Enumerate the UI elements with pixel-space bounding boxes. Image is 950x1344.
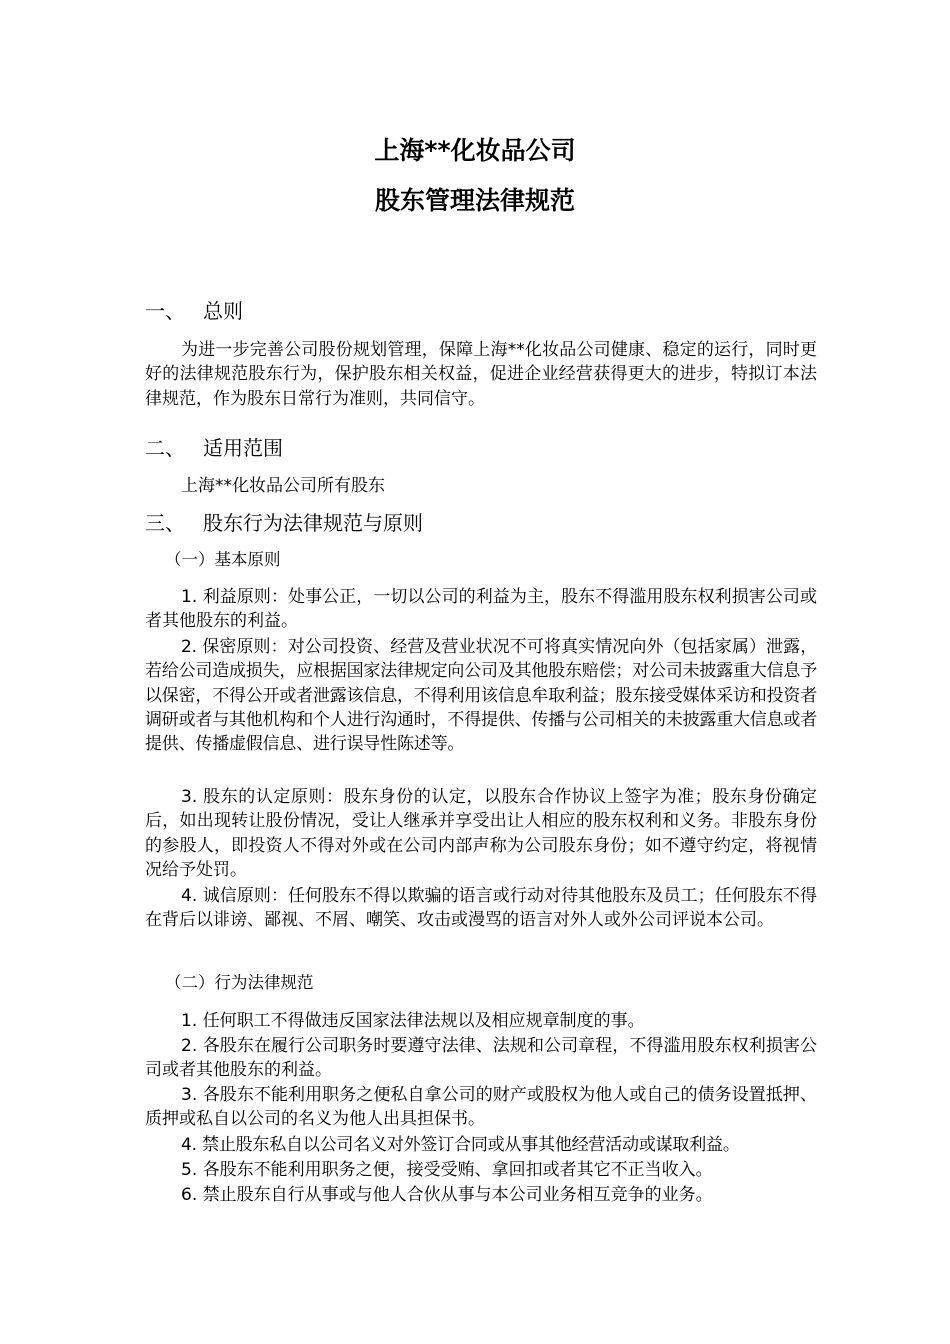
list-item: 2. 各股东在履行公司职务时要遵守法律、法规和公司章程，不得滥用股东权利损害公司或者其他股东的利益。 bbox=[145, 1036, 817, 1081]
section-title: 适用范围 bbox=[203, 436, 283, 460]
list-item: 5. 各股东不能利用职务之便，接受受贿、拿回扣或者其它不正当收入。 bbox=[181, 1160, 713, 1180]
document-subtitle: 股东管理法律规范 bbox=[374, 186, 575, 215]
list-item: 3. 各股东不能利用职务之便私自拿公司的财产或股权为他人或自己的债务设置抵押、质押或私自以公司的名义为他人出具担保书。 bbox=[145, 1085, 817, 1130]
section-number: 二、 bbox=[145, 436, 185, 460]
section-title: 股东行为法律规范与原则 bbox=[203, 511, 423, 535]
section-title: 总则 bbox=[203, 299, 243, 323]
list-item: 4. 诚信原则：任何股东不得以欺骗的语言或行动对待其他股东及员工；任何股东不得在背后以诽谤、鄙视、不屑、嘲笑、攻击或漫骂的语言对外人或外公司评说本公司。 bbox=[145, 886, 817, 931]
list-item: 6. 禁止股东自行从事或与他人合伙从事与本公司业务相互竞争的业务。 bbox=[181, 1185, 713, 1205]
section-heading-scope bbox=[145, 435, 283, 461]
section-number: 三、 bbox=[145, 511, 185, 535]
section-paragraph: 为进一步完善公司股份规划管理，保障上海**化妆品公司健康、稳定的运行，同时更好的法律规范股东行为，保护股东相关权益，促进企业经营获得更大的进步，特拟订本法律规范，作为股东日常行为准则，共同信守。 bbox=[145, 340, 817, 409]
subsection-heading-rules: （二）行为法律规范 bbox=[165, 973, 314, 992]
section-heading-general bbox=[145, 298, 243, 324]
list-item: 4. 禁止股东私自以公司名义对外签订合同或从事其他经营活动或谋取利益。 bbox=[181, 1135, 740, 1155]
section-number: 一、 bbox=[145, 299, 185, 323]
list-item: 2. 保密原则：对公司投资、经营及营业状况不可将真实情况向外（包括家属）泄露，若给公司造成损失，应根据国家法律规定向公司及其他股东赔偿；对公司未披露重大信息予以保密，不得公开或者泄露该信息，不得利用该信息牟取利益；股东接受媒体采访和投资者调研或者与其他机构和个人进行沟通时，不得提供、传播与公司相关的未披露重大信息或者提供、传播虚假信息、进行误导性陈述等。 bbox=[145, 637, 817, 755]
subsection-heading-principles: （一）基本原则 bbox=[165, 550, 281, 569]
list-item: 3. 股东的认定原则：股东身份的认定，以股东合作协议上签字为准；股东身份确定后，如出现转让股份情况，受让人继承并享受出让人相应的股东权利和义务。非股东身份的参股人，即投资人不得对外或在公司内部声称为公司股东身份；如不遵守约定，将视情况给予处罚。 bbox=[145, 787, 817, 880]
list-item: 1. 利益原则：处事公正，一切以公司的利益为主，股东不得滥用股东权利损害公司或者其他股东的利益。 bbox=[145, 587, 817, 632]
document-title: 上海**化妆品公司 bbox=[374, 136, 576, 165]
section-heading-conduct bbox=[145, 510, 423, 536]
list-item: 1. 任何职工不得做违反国家法律法规以及相应规章制度的事。 bbox=[181, 1011, 645, 1031]
section-paragraph: 上海**化妆品公司所有股东 bbox=[181, 476, 385, 496]
